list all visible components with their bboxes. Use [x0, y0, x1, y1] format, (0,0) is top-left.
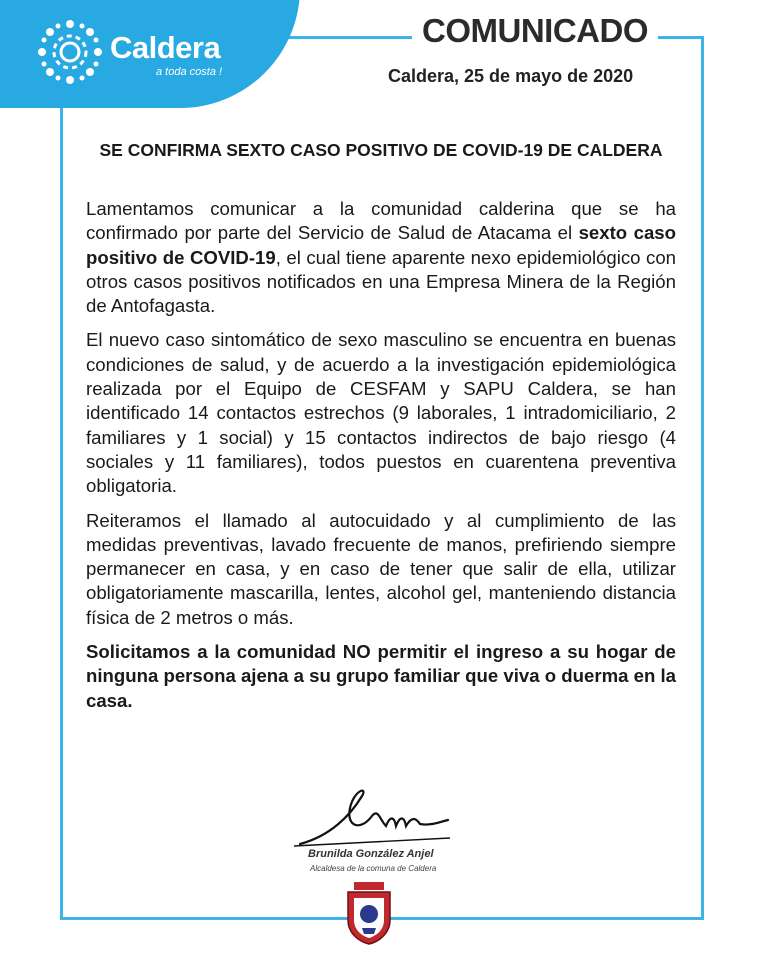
- sun-icon: [36, 18, 104, 86]
- signature-block: [290, 786, 480, 876]
- municipal-crest-icon: [344, 880, 394, 946]
- paragraph-intro: Lamentamos comunicar a la comunidad calderina que se ha confirmado por parte del Servicio de Salud de Atacama el sexto caso positivo de COVID-19, el cual tiene aparente nexo epidemiológico con otros casos positivos notificados en una Empresa Minera de la Región de Antofagasta.: [86, 198, 676, 317]
- document-body: [86, 197, 676, 723]
- brand-tagline: a toda costa !: [156, 66, 223, 78]
- highlight-text: sexto caso positivo de COVID-19: [86, 222, 676, 268]
- handwritten-signature: [290, 786, 480, 848]
- caldera-logo: [36, 18, 256, 88]
- paragraph-case-details: El nuevo caso sintomático de sexo masculino se encuentra en buenas condiciones de salud, y de acuerdo a la investigación epidemiológica realizada por el Equipo de CESFAM y SAPU Caldera, se han identificado 14 contactos estrechos (9 laborales, 1 intradomiciliario, 2 familiares y 1 social) y 15 contactos indirectos de bajo riesgo (4 sociales y 11 familiares), todos puestos en cuarentena preventiva obligatoria.: [86, 329, 676, 497]
- document-date: Caldera, 25 de mayo de 2020: [388, 66, 634, 86]
- page-title: COMUNICADO: [412, 12, 658, 50]
- headline: SE CONFIRMA SEXTO CASO POSITIVO DE COVID-19 DE CALDERA: [99, 140, 663, 160]
- signatory-name: Brunilda González Anjel: [308, 848, 434, 860]
- signatory-role: Alcaldesa de la comuna de Caldera: [310, 864, 437, 873]
- brand-name: Caldera: [110, 30, 221, 65]
- paragraph-prevention: Reiteramos el llamado al autocuidado y al cumplimiento de las medidas preventivas, lavado frecuente de manos, prefiriendo siempre permanecer en casa, y en caso de tener que salir de ella, utilizar obligatoriamente mascarilla, lentes, alcohol gel, manteniendo distancia física de 2 metros o más.: [86, 509, 676, 628]
- paragraph-request: Solicitamos a la comunidad NO permitir el ingreso a su hogar de ninguna persona ajena a su grupo familiar que viva o duerma en la casa.: [86, 641, 676, 711]
